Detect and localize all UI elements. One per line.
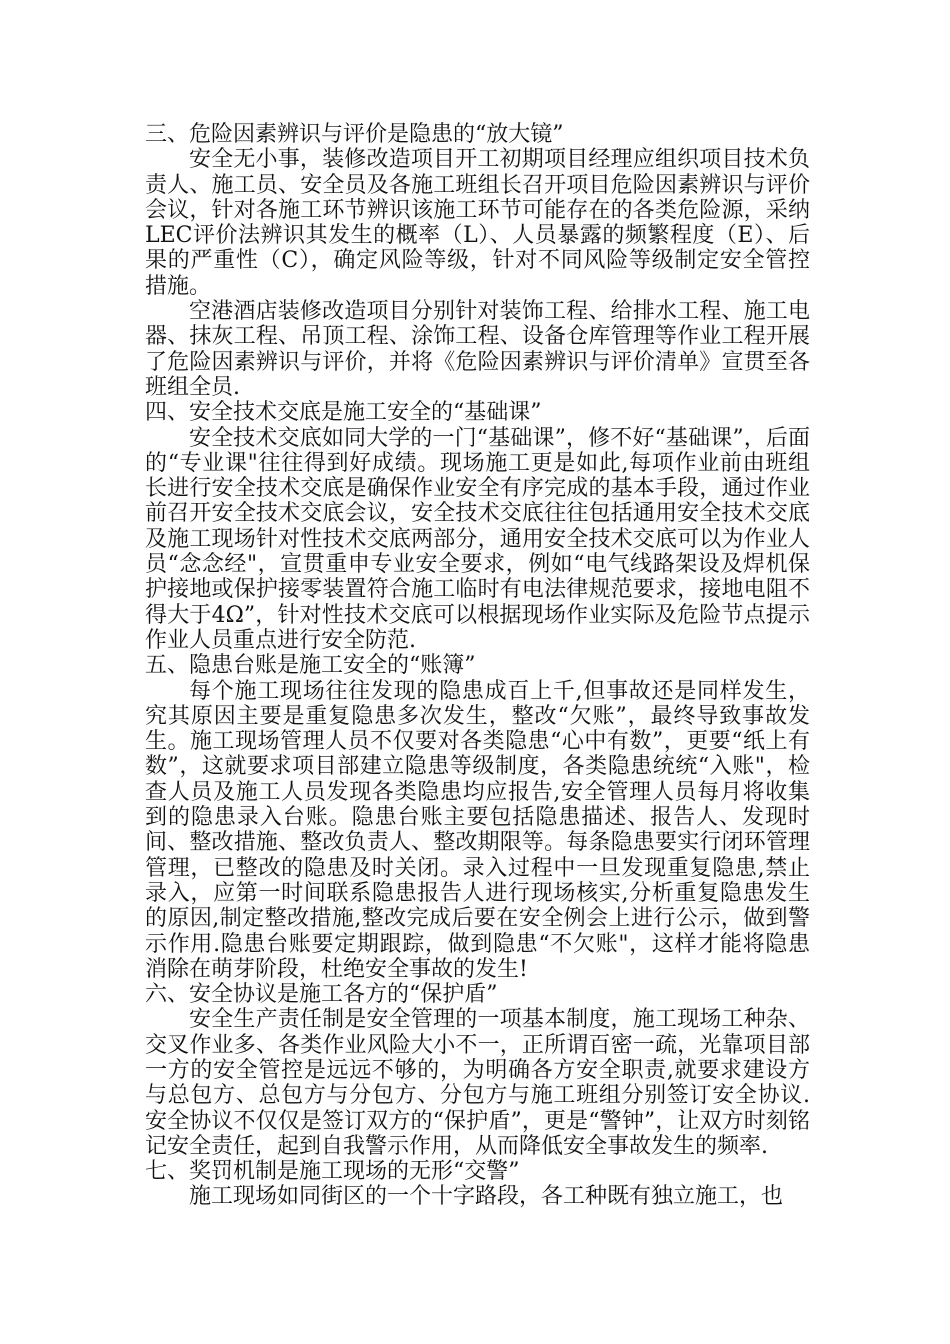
- paragraph: 安全无小事，装修改造项目开工初期项目经理应组织项目技术负责人、施工员、安全员及各施工班组长召开项目危险因素辨识与评价会议，针对各施工环节辨识该施工环节可能存在的各类危险源，采纳LEC评价法辨识其发生的概率（L）、人员暴露的频繁程度（E）、后果的严重性（C），确定风险等级，针对不同风险等级制定安全管控措施。: [145, 147, 810, 299]
- section-heading-7: 七、奖罚机制是施工现场的无形“交警”: [145, 1159, 520, 1185]
- section-heading-6: 六、安全协议是施工各方的“保护盾”: [145, 982, 498, 1008]
- document-body: [145, 122, 810, 1210]
- paragraph: 安全生产责任制是安全管理的一项基本制度，施工现场工种杂、交叉作业多、各类作业风险大小不一，正所谓百密一疏，光靠项目部一方的安全管控是远远不够的，为明确各方安全职责,就要求建设方与总包方、总包方与分包方、分包方与施工班组分别签订安全协议.安全协议不仅仅是签订双方的“保护盾”，更是“警钟”，让双方时刻铭记安全责任，起到自我警示作用，从而降低安全事故发生的频率.: [145, 1007, 810, 1159]
- section-heading-4: 四、安全技术交底是施工安全的“基础课”: [145, 400, 542, 426]
- section-heading-3: 三、危险因素辨识与评价是隐患的“放大镜”: [145, 122, 564, 147]
- section-heading-5: 五、隐患台账是施工安全的“账簿”: [145, 653, 476, 679]
- paragraph: 空港酒店装修改造项目分别针对装饰工程、给排水工程、施工电器、抹灰工程、吊顶工程、涂饰工程、设备仓库管理等作业工程开展了危险因素辨识与评价，并将《危险因素辨识与评价清单》宣贯至各班组全员.: [145, 299, 810, 400]
- paragraph: 施工现场如同街区的一个十字路段，各工种既有独立施工，也: [189, 1184, 784, 1210]
- paragraph: 每个施工现场往往发现的隐患成百上千,但事故还是同样发生，究其原因主要是重复隐患多次发生，整改“欠账”，最终导致事故发生。施工现场管理人员不仅要对各类隐患“心中有数”，更要“纸上有数”，这就要求项目部建立隐患等级制度，各类隐患统统“入账"，检查人员及施工人员发现各类隐患均应报告,安全管理人员每月将收集到的隐患录入台账。隐患台账主要包括隐患描述、报告人、发现时间、整改措施、整改负责人、整改期限等。每条隐患要实行闭环管理管理，已整改的隐患及时关闭。录入过程中一旦发现重复隐患,禁止录入，应第一时间联系隐患报告人进行现场核实,分析重复隐患发生的原因,制定整改措施,整改完成后要在安全例会上进行公示，做到警示作用.隐患台账要定期跟踪，做到隐患“不欠账"，这样才能将隐患消除在萌芽阶段，杜绝安全事故的发生!: [145, 678, 810, 982]
- paragraph: 安全技术交底如同大学的一门“基础课”，修不好“基础课”，后面的“专业课"往往得到好成绩。现场施工更是如此,每项作业前由班组长进行安全技术交底是确保作业安全有序完成的基本手段，通过作业前召开安全技术交底会议，安全技术交底往往包括通用安全技术交底及施工现场针对性技术交底两部分，通用安全技术交底可以为作业人员“念念经"，宣贯重申专业安全要求，例如“电气线路架设及焊机保护接地或保护接零装置符合施工临时有电法律规范要求，接地电阻不得大于4Ω”，针对性技术交底可以根据现场作业实际及危险节点提示作业人员重点进行安全防范.: [145, 425, 810, 653]
